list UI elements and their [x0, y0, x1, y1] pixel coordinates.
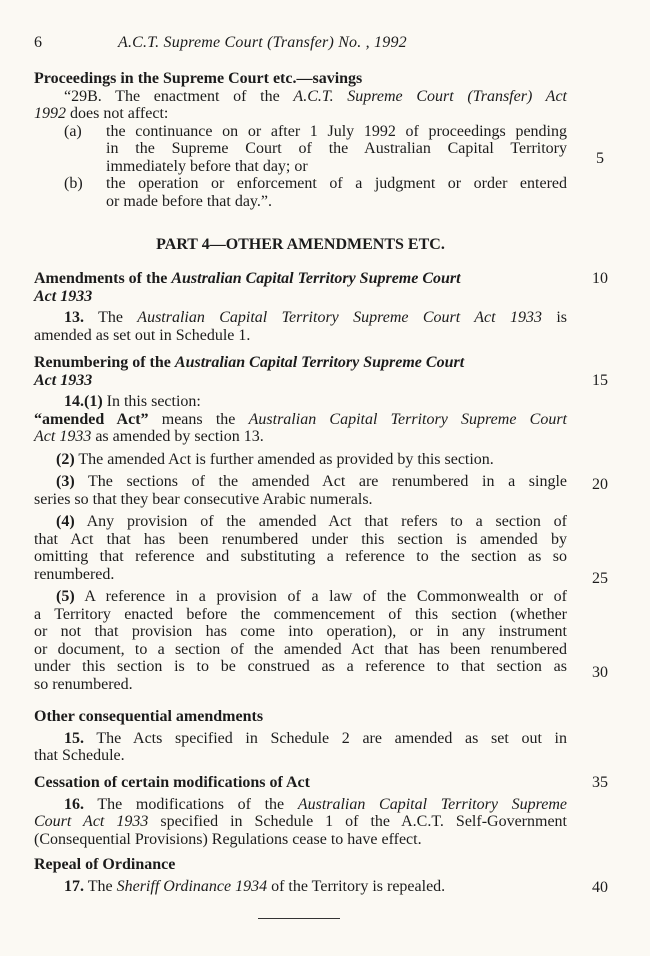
end-rule [258, 918, 340, 919]
text-line: so renumbered. [34, 675, 133, 693]
text-line: 14.(1) In this section: [64, 393, 201, 410]
text-line: or made before that day.”. [106, 192, 272, 210]
text-line: amended as set out in Schedule 1. [34, 326, 251, 344]
text-line: Act 1933 as amended by section 13. [34, 428, 264, 445]
text-line: or document, to a section of the amended Act that has been renumbered [34, 640, 567, 658]
paragraph-a: (a) the continuance on or after 1 July 1992 of proceedings pending [64, 122, 567, 140]
section-15 [34, 708, 567, 765]
text-line: or not that provision has come into operation), or in any instrument [34, 623, 567, 640]
line-number: 25 [592, 570, 608, 587]
text-line: “29B. The enactment of the A.C.T. Supreme Court (Transfer) Act [64, 87, 567, 105]
text-line: omitting that reference and substituting a reference to the section as so [34, 548, 567, 565]
text-line: a Territory enacted before the commencement of this section (whether [34, 605, 567, 623]
section-16 [34, 774, 567, 848]
section-17 [34, 856, 567, 895]
text-line: (Consequential Provisions) Regulations cease to have effect. [34, 830, 422, 848]
text-line: that Act that has been renumbered under this section is amended by [34, 530, 567, 548]
section-13 [34, 270, 567, 344]
line-number: 40 [592, 879, 608, 896]
page-number: 6 [34, 34, 42, 51]
line-number: 20 [592, 476, 608, 493]
section-heading: Repeal of Ordinance [34, 856, 176, 873]
text-line: 17. The Sheriff Ordinance 1934 of the Territory is repealed. [64, 877, 446, 895]
text-line: 1992 does not affect: [34, 105, 169, 122]
section-heading: Act 1933 [34, 287, 93, 305]
text-line: 13. The Australian Capital Territory Supreme Court Act 1933 is [64, 309, 567, 326]
section-14 [34, 354, 567, 693]
text-line: in the Supreme Court of the Australian Capital Territory [106, 140, 567, 157]
part-heading: PART 4—OTHER AMENDMENTS ETC. [156, 236, 445, 253]
line-number: 30 [592, 664, 608, 681]
text-line: immediately before that day; or [106, 157, 308, 175]
text-line: that Schedule. [34, 747, 125, 764]
line-number: 5 [596, 150, 604, 167]
section-heading: Other consequential amendments [34, 708, 264, 725]
text-line: Court Act 1933 specified in Schedule 1 of the A.C.T. Self-Government [34, 813, 567, 830]
section-savings [34, 70, 567, 210]
text-line: renumbered. [34, 565, 115, 583]
subsection-2: (2) The amended Act is further amended as provided by this section. [56, 450, 494, 468]
text-line: under this section is to be construed as a reference to that section as [34, 658, 567, 675]
section-heading: Cessation of certain modifications of Act [34, 774, 310, 791]
line-number: 35 [592, 774, 608, 791]
section-heading: Proceedings in the Supreme Court etc.—savings [34, 70, 363, 87]
paragraph-b: (b) the operation or enforcement of a judgment or order entered [64, 175, 567, 192]
subsection-5: (5) A reference in a provision of a law of the Commonwealth or of [56, 588, 567, 605]
subsection-4: (4) Any provision of the amended Act that refers to a section of [56, 513, 567, 530]
section-heading: Act 1933 [34, 371, 93, 389]
subsection-3: (3) The sections of the amended Act are renumbered in a single [56, 473, 567, 490]
line-number: 15 [592, 372, 608, 389]
section-heading: Renumbering of the Australian Capital Territory Supreme Court [34, 354, 465, 371]
running-head: A.C.T. Supreme Court (Transfer) No. , 1992 [118, 34, 407, 51]
text-line: 16. The modifications of the Australian Capital Territory Supreme [64, 795, 567, 813]
text-line: 15. The Acts specified in Schedule 2 are amended as set out in [64, 729, 567, 747]
definition: “amended Act” means the Australian Capital Territory Supreme Court [34, 410, 567, 428]
text-line: series so that they bear consecutive Arabic numerals. [34, 490, 373, 508]
line-number: 10 [592, 270, 608, 287]
section-heading: Amendments of the Australian Capital Territory Supreme Court [34, 270, 461, 287]
